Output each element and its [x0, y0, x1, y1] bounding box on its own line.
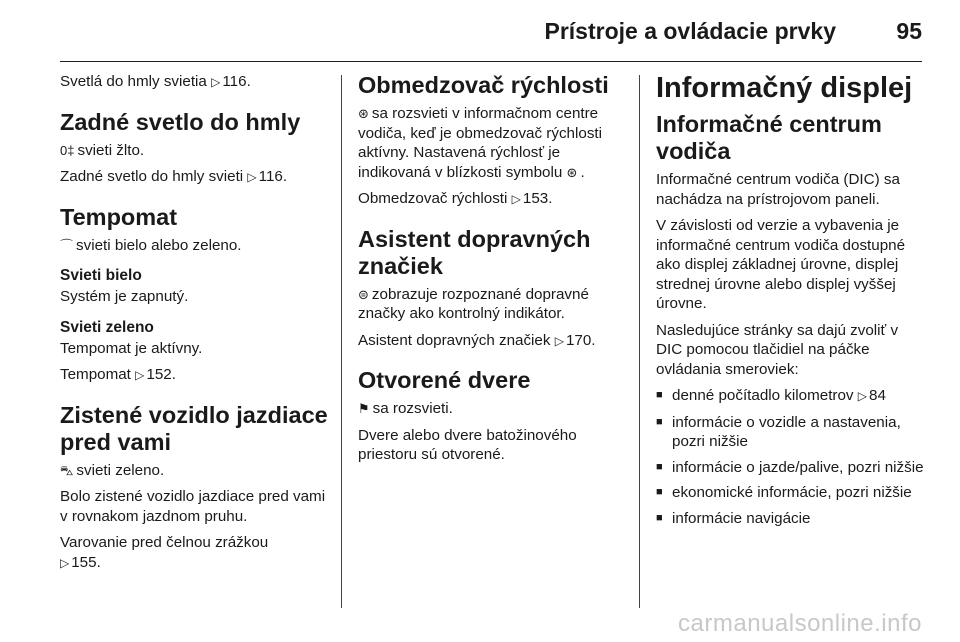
paragraph: V závislosti od verzie a vybavenia je informačné centrum vodiča dostupné ako displej základnej úrovne, displej strednej úrovne alebo displej vyššej úrovne. [656, 217, 906, 312]
text: svieti bielo alebo zeleno. [76, 236, 242, 254]
column-middle [358, 72, 628, 472]
section-title: Zistené vozidlo jazdiace pred vami [60, 401, 328, 455]
ref-arrow-icon: ▷ [135, 368, 145, 382]
text: . [580, 163, 585, 181]
paragraph [60, 141, 332, 161]
text: Varovanie pred čelnou zrážkou [60, 534, 269, 551]
speed-limiter-icon: ⊛ [358, 106, 369, 121]
list-item: ■ informácie o vozidle a nastavenia, pozri nižšie [656, 413, 926, 452]
text: Svetlá do hmly svietia [60, 73, 207, 90]
cruise-control-icon: ⌒ [60, 237, 74, 253]
section-title: Asistent dopravných značiek [358, 225, 591, 279]
section-title: Obmedzovač rýchlosti [358, 72, 609, 98]
paragraph [60, 167, 332, 188]
text: Tempomat [60, 366, 131, 383]
paragraph [60, 236, 332, 256]
page-ref-link[interactable]: 84 [869, 387, 886, 404]
text: sa rozsvieti v informačnom centre vodiča, keď je obmedzovač rýchlosti aktívny. Nastavená rýchlosť je indikovaná v blízkosti symbolu [358, 105, 603, 181]
section-title: Tempomat [60, 203, 178, 230]
paragraph: Nasledujúce stránky sa dajú zvoliť v DIC pomocou tlačidiel na páčke ovládania smeroviek: [656, 321, 899, 378]
ref-arrow-icon: ▷ [857, 389, 867, 403]
column-divider [341, 75, 342, 608]
traffic-sign-icon: ⊜ [358, 286, 369, 302]
ref-arrow-icon: ▷ [511, 192, 521, 206]
column-right [656, 72, 926, 534]
column-divider [639, 75, 640, 608]
subsection-title: Svieti zeleno [60, 318, 154, 336]
ref-arrow-icon: ▷ [211, 75, 221, 89]
bullet-list [656, 386, 926, 528]
list-item: ■ ekonomické informácie, pozri nižšie [656, 483, 926, 503]
paragraph [358, 285, 628, 324]
list-item: ■ informácie navigácie [656, 509, 926, 529]
ref-arrow-icon: ▷ [554, 333, 564, 348]
text: svieti žlto. [77, 141, 145, 159]
text: denné počítadlo kilometrov [672, 387, 854, 404]
list-item: ■ informácie o jazde/palive, pozri nižšie [656, 458, 926, 478]
paragraph [60, 365, 332, 386]
text: zobrazuje rozpoznané dopravné značky ako kontrolný indikátor. [358, 285, 589, 322]
paragraph [60, 461, 332, 481]
paragraph [60, 533, 332, 573]
rear-fog-light-icon: 0‡ [60, 142, 75, 158]
ref-arrow-icon: ▷ [247, 170, 257, 184]
paragraph: Dvere alebo dvere batožinového priestoru sú otvorené. [358, 426, 577, 463]
paragraph [358, 189, 628, 210]
speed-limiter-icon: ⊛ [566, 164, 578, 180]
page-ref-link[interactable]: 116. [258, 168, 288, 185]
paragraph: Systém je zapnutý. [60, 288, 189, 305]
paragraph [358, 104, 628, 182]
text: Zadné svetlo do hmly svieti [60, 168, 244, 185]
ref-arrow-icon: ▷ [60, 555, 70, 570]
paragraph [358, 399, 628, 419]
text: svieti zeleno. [76, 461, 165, 479]
text: sa rozsvieti. [372, 400, 453, 417]
paragraph [60, 72, 332, 93]
page-ref-link[interactable]: 152. [146, 366, 176, 383]
vehicle-ahead-icon: ⛍ [60, 462, 74, 478]
column-left [60, 72, 332, 580]
page-ref-link[interactable]: 155. [71, 553, 101, 571]
watermark: carmanualsonline.info [678, 610, 922, 637]
page-ref-link[interactable]: 170. [565, 331, 596, 349]
section-title: Informačné centrum vodiča [656, 111, 882, 164]
page-header [60, 0, 922, 62]
section-title: Zadné svetlo do hmly [60, 108, 301, 135]
paragraph: Bolo zistené vozidlo jazdiace pred vami v rovnakom jazdnom pruhu. [60, 488, 326, 525]
text: Asistent dopravných značiek [358, 331, 551, 349]
subsection-title: Svieti bielo [60, 267, 142, 284]
page-ref-link[interactable]: 153. [522, 190, 553, 207]
paragraph: Tempomat je aktívny. [60, 339, 203, 357]
paragraph [358, 331, 628, 352]
page-number: 95 [896, 18, 922, 44]
header-title: Prístroje a ovládacie prvky [544, 18, 836, 44]
section-title: Otvorené dvere [358, 367, 531, 393]
chapter-title: Informačný displej [656, 72, 913, 104]
text: Obmedzovač rýchlosti [358, 190, 508, 207]
list-item [656, 386, 926, 407]
door-open-icon: ⚑ [358, 401, 370, 416]
page-ref-link[interactable]: 116. [222, 73, 251, 90]
paragraph: Informačné centrum vodiča (DIC) sa nachádza na prístrojovom paneli. [656, 171, 900, 208]
